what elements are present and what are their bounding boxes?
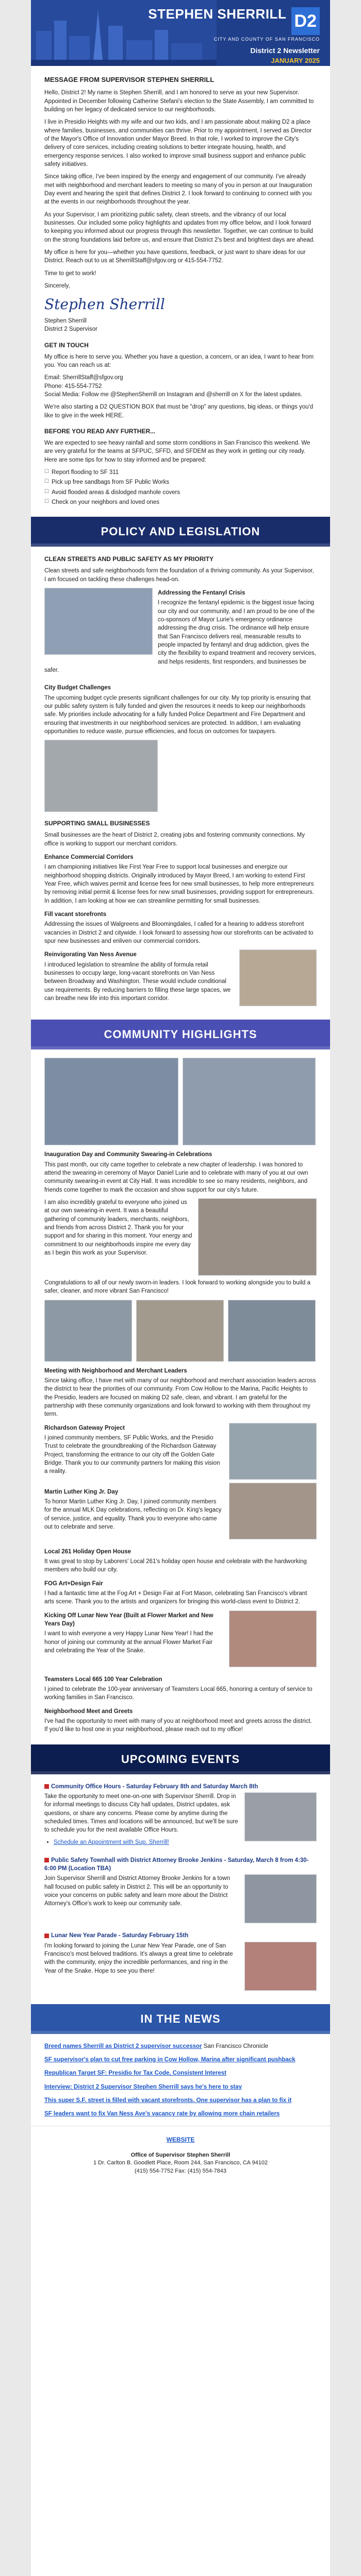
news-item[interactable] <box>44 2056 317 2064</box>
before-title: BEFORE YOU READ ANY FURTHER... <box>44 428 156 435</box>
policy-item-title: SUPPORTING SMALL BUSINESSES <box>44 820 150 827</box>
office-hours-photo <box>244 1792 317 1841</box>
community-item-text: I had a fantastic time at the Fog Art + Design Fair at Fort Mason, celebrating San Francisco's vibrant arts scene. Thank you to the artists and organizers for bringing this world-class event to District 2. <box>44 1590 307 1605</box>
community-item-title: Local 261 Holiday Open House <box>44 1548 132 1555</box>
meeting-photo <box>44 1300 132 1362</box>
community-item-title: Martin Luther King Jr. Day <box>44 1488 119 1495</box>
news-link[interactable]: This super S.F. street is filled with vacant storefronts. One supervisor has a plan to fix it <box>44 2097 292 2104</box>
event-title: Lunar New Year Parade - Saturday February 15th <box>51 1933 189 1939</box>
news-link[interactable]: Breed names Sherrill as District 2 supervisor successor <box>44 2043 202 2049</box>
policy-banner <box>31 517 330 547</box>
community-item-text: This past month, our city came together to celebrate a new chapter of leadership. I was honored to attend the swearing-in ceremony of Mayor Daniel Lurie and to celebrate with many of you at our own community swearing-in event at City Hall. It was incredible to see so many residents, neighbors, and friends come together to mark the occasion and show support for our city's future. <box>44 1161 308 1193</box>
community-item-title: Inauguration Day and Community Swearing-in Celebrations <box>44 1151 212 1158</box>
footer-office: Office of Supervisor Stephen Sherrill <box>130 2151 231 2158</box>
message-paragraph: Since taking office, I've been inspired by the energy and engagement of our community. I've already met with neighborhood and merchant leaders to meeting so many of you in person at our Inauguration Day event and hearing the spirit that defines District 2. I look forward to continuing to connect with you at the events in our neighborhoods throughout the year. <box>44 174 313 206</box>
touch-social: Social Media: Follow me @StephenSherrill on Instagram and @sherrill on X for the latest updates. <box>44 392 303 398</box>
policy-item-title: Addressing the Fentanyl Crisis <box>158 590 245 597</box>
before-text: We are expected to see heavy rainfall and some storm conditions in San Francisco this weekend. We are very grateful for the teams at SFPUC, SFFD, and SFDEM as they work in getting our city ready. Here are some tips for how to stay informed and be prepared: <box>44 440 310 463</box>
newsletter-label: District 2 Newsletter <box>250 46 320 55</box>
policy-item-title: Fill vacant storefronts <box>44 911 107 918</box>
news-source: San Francisco Chronicle <box>203 2043 269 2049</box>
message-paragraph: Time to get to work! <box>44 270 96 277</box>
signature: Stephen Sherrill <box>44 296 165 313</box>
event-item <box>44 1931 317 1993</box>
community-item-text: To honor Martin Luther King Jr. Day, I joined community members for the annual MLK Day celebrations, reflecting on Dr. King's legacy of service, justice, and equality. Thank you to everyone who came out to celebrate and serve. <box>44 1498 222 1530</box>
district-badge: D2 <box>291 7 320 35</box>
calendar-icon <box>44 1934 49 1938</box>
sign-title: District 2 Supervisor <box>44 326 97 333</box>
parade-photo <box>244 1942 317 1991</box>
events-banner-title: UPCOMING EVENTS <box>121 1752 240 1766</box>
event-title: Community Office Hours - Saturday February 8th and Saturday March 8th <box>51 1783 258 1790</box>
event-title: Public Safety Townhall with District Attorney Brooke Jenkins - Saturday, March 8 from 4:30-6:00 PM (Location TBA) <box>44 1857 309 1872</box>
policy-item-title: Enhance Commercial Corridors <box>44 854 134 861</box>
header-subtitle: CITY AND COUNTY OF SAN FRANCISCO <box>214 37 320 42</box>
list-item: ☐ Avoid flooded areas & dislodged manhole covers <box>44 488 317 497</box>
message-paragraph: My office is here for you—whether you have questions, feedback, or just want to share ideas for our District. Reach out to us at SherrillStaff@sfgov.org or 415-554-7752. <box>44 249 306 264</box>
community-item-text: Since taking office, I have met with many of our neighborhood and merchant association leaders across the district to hear the priorities of our community. From Cow Hollow to the Marina, Pacific Heights to the Presidio, leaders are focused on making D2 safe, clean, and vibrant. I am grateful for the partnership with these community organizations and look forward to working with them throughout my term. <box>44 1377 316 1418</box>
inauguration-photo <box>183 1058 316 1145</box>
townhall-photo <box>244 1874 317 1923</box>
header-banner <box>31 0 330 66</box>
list-item: ☐ Pick up free sandbags from SF Public Works <box>44 478 317 486</box>
message-paragraph: Hello, District 2! My name is Stephen Sherrill, and I am honored to serve as your new Supervisor. Appointed in December following Catherine Stefani's election to the State Assembly, I am committed to building on her legacy of dedicated service to our neighborhoods. <box>44 90 314 113</box>
message-title: MESSAGE FROM SUPERVISOR STEPHEN SHERRILL <box>44 76 215 83</box>
news-link[interactable]: SF leaders want to fix Van Ness Ave's vacancy rate by allowing more chain retailers <box>44 2111 280 2117</box>
news-item[interactable] <box>44 2110 317 2118</box>
footer-address: 1 Dr. Carlton B. Goodlett Place, Room 244, San Francisco, CA 94102 <box>93 2160 268 2166</box>
event-text: Take the opportunity to meet one-on-one with Supervisor Sherrill. Drop in for informal meetings to discuss City hall updates, District updates, ask questions, or share any concerns. Please come by anytime during the scheduled times. Times and locations will be announced, but we'll be sure to schedule you for the next available Office Hours. <box>44 1793 238 1834</box>
small-business-photo <box>44 740 158 812</box>
message-paragraph: As your Supervisor, I am prioritizing public safety, clean streets, and the vibrancy of our local businesses. Our included some policy highlights and updates from my office below, and I look forward to keeping you informed about our progress through this newsletter. Together, we can continue to build on the strong foundations laid before us, and ensure that District 2's best and brightest days are ahead. <box>44 211 315 243</box>
community-item-title: Richardson Gateway Project <box>44 1425 125 1431</box>
calendar-icon <box>44 1784 49 1789</box>
message-paragraph: Sincerely, <box>44 283 70 290</box>
community-item-text: I've had the opportunity to meet with many of you at neighborhood meet and greets across the district. If you'd like to host one in your neighborhood, please reach out to my office! <box>44 1718 312 1733</box>
community-banner-title: COMMUNITY HIGHLIGHTS <box>104 1028 257 1041</box>
community-item-text: I want to wish everyone a very Happy Lunar New Year! I had the honor of joining our community at the annual Flower Market Fair and celebrating the Year of the Snake. <box>44 1631 214 1654</box>
newsletter-date: JANUARY 2025 <box>271 56 320 64</box>
lunar-photo <box>229 1611 317 1667</box>
appointment-link[interactable]: Schedule an Appointment with Sup. Sherrill! <box>54 1839 169 1846</box>
community-item-title: Meeting with Neighborhood and Merchant Leaders <box>44 1367 187 1374</box>
event-item <box>44 1856 317 1927</box>
mlk-photo <box>229 1483 317 1539</box>
events-banner <box>31 1744 330 1774</box>
footer-phone: (415) 554-7752 Fax: (415) 554-7843 <box>135 2168 226 2175</box>
newsletter <box>31 0 330 2576</box>
community-item-title: Teamsters Local 665 100 Year Celebration <box>44 1676 162 1683</box>
inauguration-photo <box>44 1058 178 1145</box>
inauguration-photos <box>44 1058 317 1145</box>
message-paragraph: I live in Presidio Heights with my wife and our two kids, and I am passionate about making D2 a place where families, businesses, and communities can thrive. Prior to my appointment, I served as Director of the Mayor's Office of Innovation under Mayor Breed. In that role, I worked to improve the City's delivery of core services, including creating solutions to better integrate housing, health, and emergency response services. I also worked to improve small business support and enhance public safety initiatives. <box>44 119 312 168</box>
policy-intro: Clean streets and safe neighborhoods form the foundation of a thriving community. As your Supervisor, I am focused on tackling these challenges head-on. <box>44 568 314 583</box>
calendar-icon <box>44 1858 49 1862</box>
community-item-text: I am also incredibly grateful to everyone who joined us at our own swearing-in event. It was a beautiful gathering of community leaders, merchants, neighbors, and friends from across District 2. Thank you for your support and for sharing in this moment. Your energy and commitment to our neighborhoods inspire me every day as I begin this work as your Supervisor. <box>44 1199 192 1256</box>
header-name: STEPHEN SHERRILL <box>148 6 287 22</box>
news-link[interactable]: SF supervisor's plan to cut free parking in Cow Hollow, Marina after significant pushback <box>44 2057 296 2063</box>
meeting-photo <box>228 1300 316 1362</box>
policy-item-text: Addressing the issues of Walgreens and Bloomingdales, I called for a hearing to address storefront vacancies in District 2 and citywide. I look forward to assessing how our storefronts can be activated to spur new businesses and enliven our commercial corridors. <box>44 921 314 944</box>
brand-block <box>148 7 320 65</box>
footer <box>31 2126 330 2183</box>
community-banner <box>31 1020 330 1049</box>
touch-title: GET IN TOUCH <box>44 341 89 349</box>
policy-heading: CLEAN STREETS AND PUBLIC SAFETY AS MY PRIORITY <box>44 555 214 563</box>
community-item-title: FOG Art+Design Fair <box>44 1580 103 1587</box>
news-item[interactable] <box>44 2083 317 2091</box>
news-banner <box>31 2004 330 2034</box>
community-item-title: Kicking Off Lunar New Year (Built at Flower Market and New Years Day) <box>44 1612 214 1627</box>
news-link[interactable]: Republican Target SF: Presidio for Tax Code, Consistent Interest <box>44 2070 226 2077</box>
meeting-photo <box>136 1300 224 1362</box>
event-item <box>44 1783 317 1851</box>
touch-phone: Phone: 415-554-7752 <box>44 383 102 389</box>
community-item-title: Neighborhood Meet and Greets <box>44 1708 133 1715</box>
policy-item-title: Reinvigorating Van Ness Avenue <box>44 952 137 958</box>
event-text: I'm looking forward to joining the Lunar New Year Parade, one of San Francisco's most beloved traditions. It's always a great time to celebrate with the community, enjoy the incredible performances, and ring in the Year of the Snake. Hope to see you there! <box>44 1942 233 1974</box>
event-text: Join Supervisor Sherrill and District Attorney Brooke Jenkins for a town hall focused on public safety in District 2. This will be an opportunity to voice your concerns on public safety and learn more about the District Attorney's Office's work to keep our community safe. <box>44 1875 230 1907</box>
community-item-text: It was great to stop by Laborers' Local 261's holiday open house and celebrate with the hardworking members who build our city. <box>44 1558 307 1573</box>
policy-item-text: The upcoming budget cycle presents significant challenges for our city. My top priority is ensuring that our public safety system is fully funded and given the resources it needs to keep our neighborhoods safe. My priorities include advocating for a fully funded Police Department and Fire Department and ensuring that investments in our neighborhood services are protected. In addition, I am evaluating opportunities to reduce waste, pursue efficiencies, and focus on outcomes for taxpayers. <box>44 694 311 735</box>
policy-item-text: Small businesses are the heart of District 2, creating jobs and fostering community connections. My office is working to support our merchant corridors. <box>44 832 305 847</box>
community-item-text: I joined to celebrate the 100-year anniversary of Teamsters Local 665, honoring a century of service to working families in San Francisco. <box>44 1686 313 1701</box>
policy-banner-title: POLICY AND LEGISLATION <box>101 525 260 538</box>
news-item[interactable] <box>44 2069 317 2077</box>
policy-item-text: I am championing initiatives like First Year Free to support local businesses and energize our neighborhood shopping districts. Originally introduced by Mayor Breed, I am working to extend First Year Free, which waives permit and license fees for new small businesses, to help more entrepreneurs by removing initial permit & license fees for new small businesses, providing support for entrepreneurs. In addition, I am looking at how we can streamline permitting for small businesses. <box>44 864 314 904</box>
news-banner-title: IN THE NEWS <box>140 2012 221 2025</box>
news-item[interactable] <box>44 2096 317 2105</box>
storm-tips-list <box>44 468 317 506</box>
van-ness-photo <box>239 950 317 1006</box>
community-item-text: Congratulations to all of our newly sworn-in leaders. I look forward to working alongside you to build a safer, cleaner, and more vibrant San Francisco! <box>44 1279 310 1295</box>
fentanyl-photo <box>44 588 153 655</box>
news-link[interactable]: Interview: District 2 Supervisor Stephen Sherrill says he's here to stay <box>44 2083 242 2090</box>
richardson-photo <box>229 1423 317 1480</box>
swearing-in-photo <box>198 1198 317 1276</box>
policy-item-text: I recognize the fentanyl epidemic is the biggest issue facing our city and our community, and I am proud to be one of the co-sponsors of Mayor Lurie's emergency ordinance addressing the drug crisis. The ordinance will help ensure that San Francisco delivers real, measurable results to people impacted by fentanyl and drug addiction, gives the city the flexibility to expand treatment and recovery services, and helps residents, first responders, and businesses be safer. <box>44 600 316 674</box>
website-link[interactable]: WEBSITE <box>166 2136 195 2143</box>
policy-item-title: City Budget Challenges <box>44 685 111 691</box>
list-item: ☐ Report flooding to SF 311 <box>44 468 317 477</box>
list-item: ☐ Check on your neighbors and loved ones <box>44 498 317 506</box>
neighborhood-photos <box>44 1300 317 1362</box>
sign-name: Stephen Sherrill <box>44 318 87 325</box>
community-item-text: I joined community members, SF Public Works, and the Presidio Trust to celebrate the groundbreaking of the Richardson Gateway Project, transforming the entrance to our city off the Golden Gate Bridge. Thank you to our community partners for making this vision a reality. <box>44 1434 220 1475</box>
touch-email[interactable]: Email: SherrillStaff@sfgov.org <box>44 375 123 381</box>
news-item[interactable] <box>44 2042 317 2050</box>
policy-item-text: I introduced legislation to streamline the ability of formula retail businesses to occupy large, long-vacant storefronts on Van Ness between Broadway and Washington. These would include conditional use requirements. By reducing barriers to filling these large spaces, we can breathe new life into this important corridor. <box>44 961 231 1002</box>
touch-intro: My office is here to serve you. Whether you have a question, a concern, or an idea, I want to hear from you. You can reach us at: <box>44 353 314 369</box>
touch-question-box[interactable]: We're also starting a D2 QUESTION BOX that must be "drop" any questions, big ideas, or things you'd like to give in the week HERE. <box>44 404 314 419</box>
